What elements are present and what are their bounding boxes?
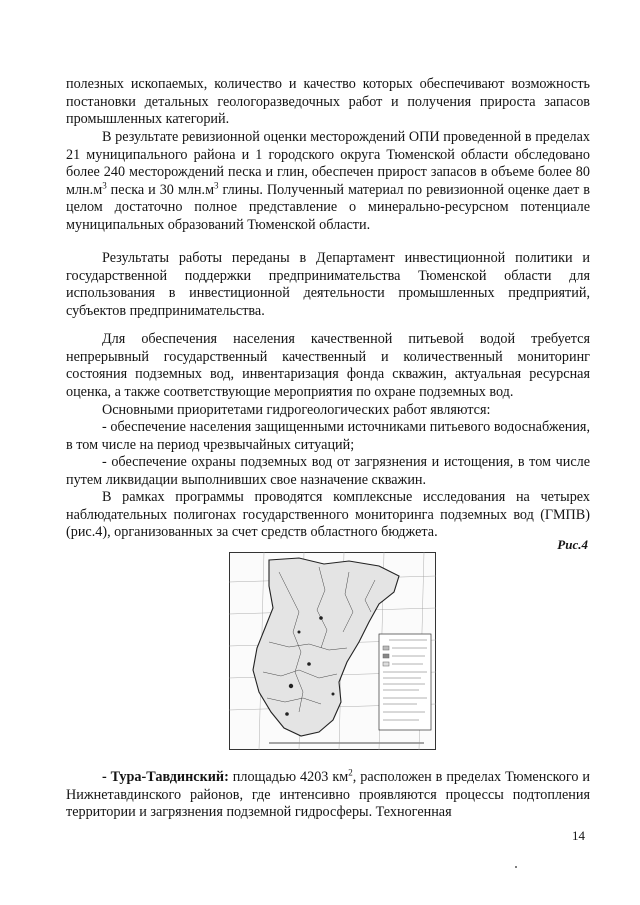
paragraph-3: Результаты работы переданы в Департамент инвестиционной политики и государственной поддержки предпринимательства Тюменской области для использования в инвестиционной деятельности промышленных предприятий, субъектов предпринимательства. <box>66 250 590 319</box>
paragraph-4: Для обеспечения населения качественной питьевой водой требуется непрерывный государственный качественный и количественный мониторинг состояния подземных вод, инвентаризация фонда скважин, актуальная ресурсная оценка, а также соответствующие мероприятия по охране подземных вод. <box>66 331 590 400</box>
figure-caption: Рис.4 <box>557 537 588 552</box>
bold-lead: - Тура-Тавдинский: <box>102 769 229 785</box>
paragraph-2-part-c: глины. Полученный материал по ревизионной оценке дает в целом достаточно полное представление о минерально-ресурсном потенциале муниципальных образований Тюменской области. <box>66 181 590 233</box>
superscript-3b: 3 <box>214 180 219 191</box>
paragraph-tura-tavdinsky <box>66 769 590 822</box>
tail-text-a: площадью 4203 км <box>228 769 349 785</box>
paragraph-2-part-b: песка и 30 млн.м <box>106 181 215 198</box>
paragraph-8: В рамках программы проводятся комплексные исследования на четырех наблюдательных полигонах государственного мониторинга подземных вод (ГМПВ) (рис.4), организованных за счет средств областного бюджета. <box>66 489 590 541</box>
superscript-2: 2 <box>348 767 353 778</box>
paragraph-2 <box>66 129 590 235</box>
page-number: 14 <box>572 828 585 843</box>
paragraph-6: - обеспечение населения защищенными источниками питьевого водоснабжения, в том числе на период чрезвычайных ситуаций; <box>66 419 590 453</box>
region-map-figure <box>229 552 436 750</box>
superscript-3a: 3 <box>102 180 107 191</box>
paragraph-5: Основными приоритетами гидрогеологических работ являются: <box>102 402 491 418</box>
tail-text-b: , расположен в пределах Тюменского и Нижнетавдинского районов, где интенсивно проявляются процессы подтопления территории и загрязнения подземной гидросферы. Техногенная <box>66 769 590 821</box>
paragraph-2-part-a: В результате ревизионной оценки месторождений ОПИ проведенной в пределах 21 муниципального района и 1 городского округа Тюменской области обследовано более 240 месторождений песка и глин, обеспечен прирост запасов в объеме более 80 млн.м <box>66 129 590 198</box>
paragraph-1: полезных ископаемых, количество и качество которых обеспечивают возможность постановки детальных геологоразведочных работ и получения прироста запасов промышленных категорий. <box>66 76 590 128</box>
scan-speck <box>515 866 517 868</box>
paragraph-7: - обеспечение охраны подземных вод от загрязнения и истощения, в том числе путем ликвидации выполнивших свое назначение скважин. <box>66 454 590 488</box>
